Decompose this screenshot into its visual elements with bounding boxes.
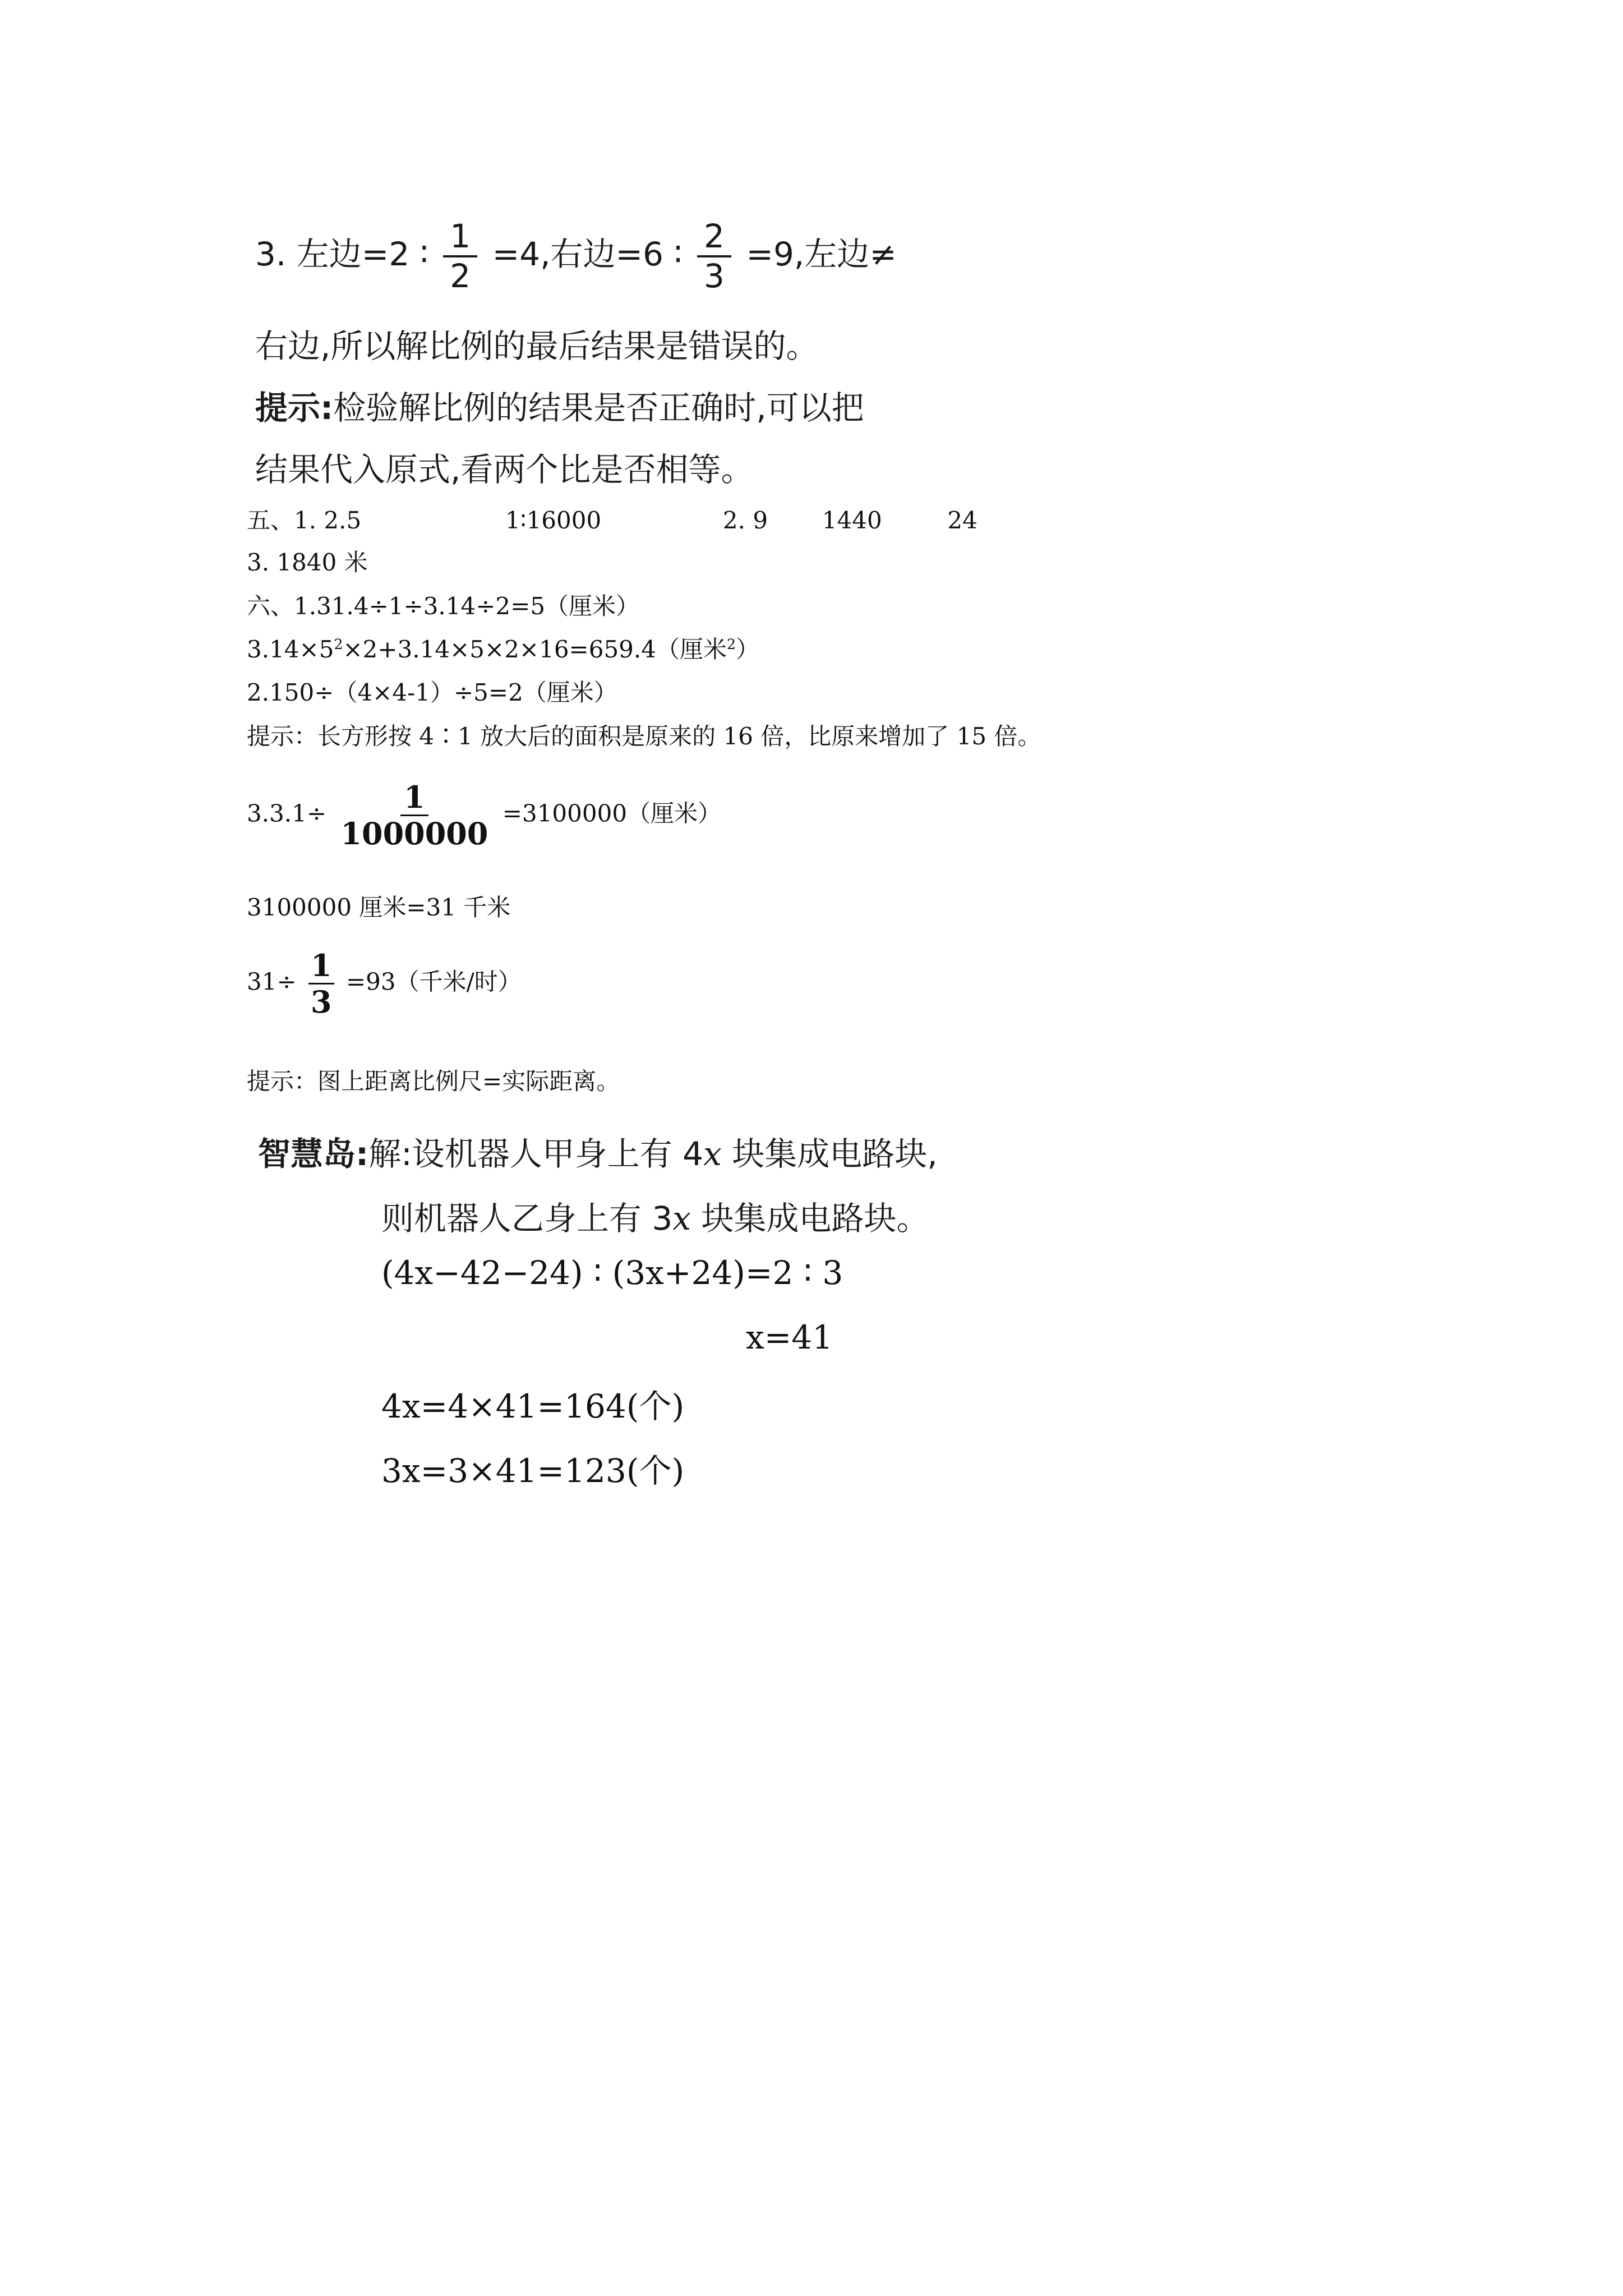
hint-text: 检验解比例的结果是否正确时,可以把 — [333, 389, 864, 427]
six-line5-prefix: 3.3.1÷ — [247, 799, 327, 827]
fraction-one-third — [308, 948, 334, 1019]
fraction-numerator: 2 — [697, 218, 731, 257]
image1-suffix: =9,左边≠ — [746, 234, 897, 273]
six-line7-suffix: =93（千米/时） — [345, 968, 522, 996]
superscript: 2 — [334, 636, 343, 652]
section-six-line6: 3100000 厘米=31 千米 — [247, 894, 511, 921]
six-line2-b: ×2+3.14×5×2×16=659.4（厘米 — [343, 636, 727, 663]
wisdom-equation3: 4x=4×41=164(个) — [381, 1387, 685, 1425]
superscript: 2 — [726, 636, 736, 652]
hint-label: 提示: — [255, 389, 334, 427]
fraction-denominator: 3 — [311, 984, 332, 1020]
wisdom-label: 智慧岛: — [258, 1135, 369, 1173]
wisdom-line2 — [381, 1192, 929, 1239]
section-six-line1: 六、1.31.4÷1÷3.14÷2=5（厘米） — [247, 592, 640, 620]
six-line5-suffix: =3100000（厘米） — [502, 799, 722, 827]
wisdom-equation1: (4x−42−24) ∶ (3x+24)=2 ∶ 3 — [381, 1254, 843, 1292]
five-item2-b: 1440 — [822, 507, 882, 534]
six-line7-prefix: 31÷ — [247, 968, 297, 996]
variable-x: x — [672, 1199, 691, 1237]
fraction-numerator: 1 — [400, 780, 428, 816]
six-line2-a: 3.14×5 — [247, 636, 334, 663]
image1-line4: 结果代入原式,看两个比是否相等。 — [255, 450, 754, 489]
section-six-line3: 2.150÷（4×4-1）÷5=2（厘米） — [247, 679, 617, 706]
section-six-line2 — [247, 631, 759, 665]
fraction-two-thirds — [697, 218, 731, 295]
image1-prefix: 3. 左边=2 ∶ — [255, 234, 428, 273]
fraction-denominator: 2 — [450, 256, 471, 295]
wisdom-equation2: x=41 — [746, 1318, 833, 1356]
wisdom-line1-a: 解:设机器人甲身上有 4 — [368, 1135, 704, 1173]
wisdom-line2-a: 则机器人乙身上有 3 — [381, 1199, 673, 1237]
five-item1: 五、1. 2.5 — [247, 507, 362, 534]
section-six-line7 — [247, 948, 522, 1019]
fraction-denominator: 3 — [704, 256, 725, 295]
fraction-denominator: 1000000 — [340, 816, 488, 852]
section-six-hint1: 提示：长方形按 4∶1 放大后的面积是原来的 16 倍，比原来增加了 15 倍。 — [247, 723, 1041, 750]
image1-line2: 右边,所以解比例的最后结果是错误的。 — [255, 327, 819, 365]
variable-x: x — [703, 1135, 722, 1173]
section-six-hint2: 提示：图上距离比例尺=实际距离。 — [247, 1068, 620, 1095]
fraction-numerator: 1 — [308, 948, 334, 984]
five-scale: 1∶16000 — [505, 507, 602, 534]
image1-mid: =4,右边=6 ∶ — [492, 234, 683, 273]
section-six-line5 — [247, 780, 721, 851]
image1-hint-line — [255, 381, 864, 429]
wisdom-equation4: 3x=3×41=123(个) — [381, 1452, 685, 1490]
six-line2-c: ） — [736, 636, 760, 663]
section-five-line2: 3. 1840 米 — [247, 549, 368, 576]
wisdom-line1 — [258, 1128, 938, 1175]
section-five-line1 — [247, 502, 978, 536]
wisdom-line1-b: 块集成电路块, — [721, 1135, 938, 1173]
fraction-numerator: 1 — [443, 218, 477, 257]
wisdom-line2-b: 块集成电路块。 — [691, 1199, 929, 1237]
five-item2: 2. 9 — [722, 507, 768, 534]
fraction-one-half — [443, 218, 477, 295]
fraction-one-millionth — [338, 780, 490, 851]
five-item2-c: 24 — [947, 507, 978, 534]
image1-line1 — [255, 218, 897, 295]
